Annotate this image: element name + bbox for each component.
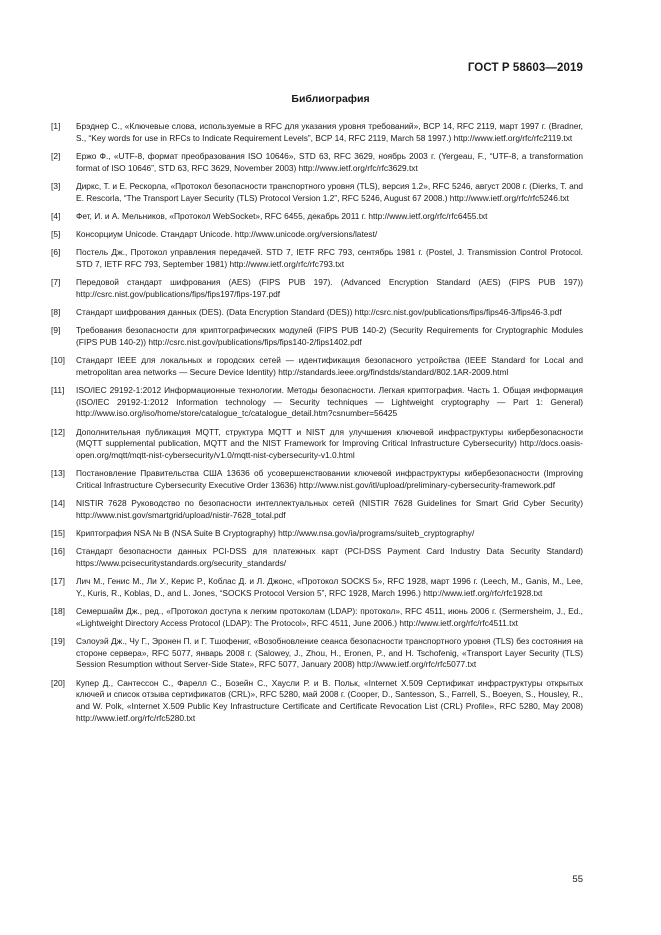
page-title: Библиография: [291, 93, 370, 105]
reference-list: [51, 121, 583, 731]
reference-text: Семершайм Дж., ред., «Протокол доступа к легким протоколам (LDAP): протокол», RFC 4511, июнь 2006 г. (Sermersheim, J., Ed., «Lightweight Directory Access Protocol (LDAP): The Protocol», RFC 4511, June 2006.) http://www.ietf.org/rfc/rfc4511.txt: [76, 606, 583, 628]
reference-number: [19]: [51, 635, 65, 646]
reference-number: [7]: [51, 277, 61, 288]
reference-item: [51, 181, 583, 204]
reference-item: [51, 606, 583, 629]
reference-text: Брэднер С., «Ключевые слова, используемые в RFC для указания уровня требований», BCP 14, RFC 2119, март 1997 г. (Bradner, S., “Key words for use in RFCs to Indicate Requirement Levels”, BCP 14, RFC 2119, March 58 1997.) http://www.ietf.org/rfc/rfc2119.txt: [76, 121, 583, 143]
reference-number: [14]: [51, 498, 65, 509]
reference-text: Требования безопасности для криптографических модулей (FIPS PUB 140-2) (Security Requirements for Cryptographic Modules (FIPS PUB 140-2)) http://csrc.nist.gov/publications/fips/fips140-2/fips1402.pdf: [76, 325, 583, 347]
reference-text: Ержо Ф., «UTF-8, формат преобразования ISO 10646», STD 63, RFC 3629, ноябрь 2003 г. (Yergeau, F., “UTF-8, a transformation format of ISO 10646”, STD 63, RFC 3629, November 2003) http://www.ietf.org/rfc/rfc3629.txt: [76, 150, 583, 173]
reference-item: [51, 229, 583, 241]
reference-number: [2]: [51, 150, 61, 161]
reference-number: [10]: [51, 355, 65, 366]
reference-item: [51, 427, 583, 462]
reference-item: [51, 678, 583, 725]
reference-number: [12]: [51, 426, 65, 437]
reference-text: Постановление Правительства США 13636 об усовершенствовании ключевой инфраструктуры кибербезопасности (Improving Critical Infrastructure Cybersecurity Executive Order 13636) http://www.nist.gov/itl/upload/preliminary-cybersecurity-framework.pdf: [76, 468, 583, 490]
reference-text: Постель Дж., Протокол управления передачей. STD 7, IETF RFC 793, сентябрь 1981 г. (Postel, J. Transmission Control Protocol. STD 7, IETF RFC 793, September 1981) http://www.ietf.org/rfc/rfc793.txt: [76, 247, 583, 269]
reference-item: [51, 528, 583, 540]
reference-text: Диркс, Т. и Е. Рескорла, «Протокол безопасности транспортного уровня (TLS), версия 1.2», RFC 5246, август 2008 г. (Dierks, T. and E. Rescorla, “The Transport Layer Security (TLS) Protocol Version 1.2”, RFC 5246, August 67 2008.) http://www.ietf.org/rfc/rfc5246.txt: [76, 180, 583, 203]
reference-text: NISTIR 7628 Руководство по безопасности интеллектуальных сетей (NISTIR 7628 Guidelines for Smart Grid Cyber Security) http://www.nist.gov/smartgrid/upload/nistir-7628_total.pdf: [76, 498, 583, 520]
reference-item: [51, 211, 583, 223]
reference-item: [51, 325, 583, 348]
reference-item: [51, 498, 583, 521]
reference-number: [11]: [51, 384, 65, 395]
reference-item: [51, 247, 583, 270]
reference-number: [17]: [51, 576, 65, 587]
reference-text: Передовой стандарт шифрования (AES) (FIPS PUB 197). (Advanced Encryption Standard (AES) (FIPS PUB 197)) http://csrc.nist.gov/publications/fips/fips197/fips-197.pdf: [76, 277, 583, 299]
reference-text: Купер Д., Сантессон С., Фарелл С., Бозейн С., Хаусли Р. и В. Польк, «Internet X.509 Сертификат инфраструктуры открытых ключей и список отзыва сертификатов (CRL)», RFC 5280, май 2008 г. (Cooper, D., Santesson, S., Farrell, S., Boeyen, S., Housley, R., and W. Polk, «Internet X.509 Public Key Infrastructure Certificate and Certificate Revocation List (CRL) Profile», RFC 5280, May 2008) http://www.ietf.org/rfc/rfc5280.txt: [76, 677, 583, 723]
reference-number: [18]: [51, 606, 65, 616]
reference-item: [51, 385, 583, 420]
reference-item: [51, 355, 583, 378]
reference-item: [51, 121, 583, 144]
reference-item: [51, 151, 583, 174]
reference-number: [13]: [51, 468, 65, 479]
reference-number: [9]: [51, 325, 61, 336]
reference-text: Лич М., Генис М., Ли У., Керис Р., Коблас Д. и Л. Джонс, «Протокол SOCKS 5», RFC 1928, март 1996 г. (Leech, M., Ganis, M., Lee, Y., Kuris, R., Koblas, D., and L. Jones, “SOCKS Protocol Version 5”, RFC 1928, March 1996.) http://www.ietf.org/rfc/rfc1928.txt: [76, 576, 583, 598]
reference-text: ISO/IEC 29192-1:2012 Информационные технологии. Методы безопасности. Легкая криптография. Часть 1. Общая информация (ISO/IEC 29192-1:2012 Information technology — Security techniques — Lightweight cryptography — Part 1: General) http://www.iso.org/iso/home/store/catalogue_tc/catalogue_detail.htm?csnumber=56425: [76, 384, 583, 419]
standard-number: ГОСТ Р 58603—2019: [467, 62, 583, 74]
reference-number: [16]: [51, 546, 65, 557]
reference-item: [51, 576, 583, 599]
reference-item: [51, 277, 583, 300]
reference-text: Стандарт безопасности данных PCI-DSS для платежных карт (PCI-DSS Payment Card Industry Data Security Standard) https://www.pcisecuritystandards.org/security_standards/: [76, 546, 583, 568]
reference-number: [8]: [51, 306, 61, 317]
reference-text: Консорциум Unicode. Стандарт Unicode. http://www.unicode.org/versions/latest/: [76, 228, 378, 239]
reference-text: Стандарт шифрования данных (DES). (Data Encryption Standard (DES)) http://csrc.nist.gov/publications/fips/fips46-3/fips46-3.pdf: [76, 306, 562, 317]
reference-item: [51, 307, 583, 319]
reference-number: [1]: [51, 121, 61, 131]
reference-item: [51, 546, 583, 569]
reference-number: [5]: [51, 228, 61, 239]
reference-number: [3]: [51, 180, 61, 191]
page-number: 55: [572, 874, 583, 885]
reference-number: [15]: [51, 527, 65, 538]
reference-text: Фет, И. и А. Мельников, «Протокол WebSocket», RFC 6455, декабрь 2011 г. http://www.ietf.org/rfc/rfc6455.txt: [76, 210, 488, 221]
reference-number: [6]: [51, 247, 61, 258]
reference-text: Стандарт IEEE для локальных и городских сетей — идентификация безопасного устройства (IEEE Standard for Local and metropolitan area networks — Secure Device Identity) http://standards.ieee.org/findstds/standard/802.1AR-2009.html: [76, 355, 583, 377]
reference-number: [4]: [51, 210, 61, 221]
reference-text: Криптография NSA № B (NSA Suite B Cryptography) http://www.nsa.gov/ia/programs/suiteb_cryptography/: [76, 527, 475, 538]
reference-item: [51, 636, 583, 671]
reference-item: [51, 468, 583, 491]
reference-text: Сэлоуэй Дж., Чу Г., Эронен П. и Г. Тшофениг, «Возобновление сеанса безопасности транспортного уровня (TLS) без состояния на стороне сервера», RFC 5077, январь 2008 г. (Salowey, J., Zhou, H., Eronen, P., and H. Tschofenig, «Transport Layer Security (TLS) Session Resumption without Server-Side State», RFC 5077, January 2008) http://www.ietf.org/rfc/rfc5077.txt: [76, 635, 583, 670]
reference-text: Дополнительная публикация MQTT, структура MQTT и NIST для улучшения ключевой инфраструктуры кибербезопасности (MQTT supplemental publication, MQTT and the NIST Framework for Improving Critical Infrastructure Cybersecurity) http://docs.oasis-open.org/mqtt/mqtt-nist-cybersecurity/v1.0/mqtt-nist-cybersecurity-v1.0.html: [76, 426, 583, 460]
reference-number: [20]: [51, 677, 65, 688]
